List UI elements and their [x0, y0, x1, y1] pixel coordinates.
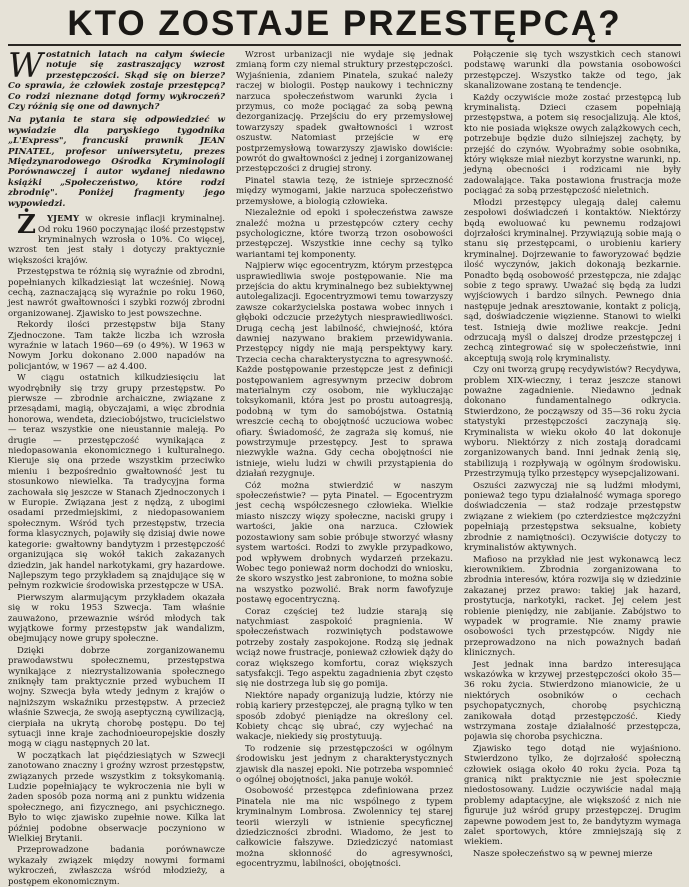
headline-rule: [8, 44, 681, 46]
paragraph: Pierwszym alarmującym przykładem okazała się w roku 1953 Szwecja. Tam właśnie zauważono, przewaznie wśród młodych tak wyjątkowe formy przestępstw jak wandalizm, obejmujący nowe grupy społeczne.: [8, 592, 225, 645]
paragraph: Najpierw więc egocentryzm, którym przestępca usprawiedliwia swoje postępowanie. Nie ma przejścia do aktu kryminalnego bez subiektywnej autolegalizacji. Egocentryzmowi temu towarzyszy zawsze cokarżycielska postawa wobec innych i głęboki odczucie przeżytych niesprawiedliwości. Drugą cechą jest labilność, chwiejność, która dawniej nazywano brakiem przewidywania. Przestępcy nigdy nie mają perspektywy kary. Trzecia cecha charakterystyczna to agresywność. Każde postępowanie przestępcze jest z definicji postępowaniem agresywnym przeciw dobrom materialnym czy osobom, nie wykluczając toksykomanii, która jest po prostu autoagresją, podobną w tym do samobójstwa. Ostatnią wreszcie cechą to obojętność uczuciowa wobec ofiary. Świadomość, że zagraża się komuś, nie powstrzymuje przestępcy. Jest to sprawa niezwykle ważna. Gdy cecha obojętności nie istnieje, wielu ludzi w chwili przystąpienia do działań rezygnuje.: [236, 261, 453, 480]
paragraph: Wzrost urbanizacji nie wydaje się jednak zmianą form czy niemal struktury przestępczości. Wyjaśnienia, zdaniem Pinatela, szukać należy raczej w biologii. Postęp naukowy i techniczny narzuca społeczeństwom warunki życia i przymus, co może pociągać za sobą pewną dezorganizację. Przejściu do ery przemysłowej towarzyszy spadek gwałtowności i wzrost oszustw. Natomiast przejście w erę postprzemysłową towarzyszy zjawisko dowiście: powrót do gwałtowności z jednej i zorganizowanej przestępczości z drugiej strony.: [236, 50, 453, 175]
paragraph-text: w okresie inflacji kryminalnej. Od roku 1960 poczynając ilość przestępstw kryminalnych wzrosła o 10%. Co więcej, wzrost ten jest stały i dotyczy praktycznie większości krajów.: [8, 214, 225, 266]
lead-paragraph-2: Na pytania te stara się odpowiedzieć w wywiadzie dla paryskiego tygodnika „L'Express", francuski prawnik JEAN PINATEL, profesor uniwersytetu, prezes Międzynarodowego Ośrodka Kryminologii Porównawczej i autor wydanej niedawno książki „Społeczeństwo, które rodzi zbrodnię". Poniżej fragmenty jego wypowiedzi.: [8, 115, 225, 209]
column-3: [464, 50, 681, 887]
paragraph: Mafioso na przykład nie jest wykonawcą lecz kierownikiem. Zbrodnia zorganizowana to zbrodnia interesów, która rozwija się w dziedzinie zakazanej przez prawo: takiej jak hazard, prostytucja, narkotyki, racket. Jej celem jest robienie pieniędzy, nie zabijanie. Zabójstwo to wypadek w programie. Nie znamy prawie osobowości tych przestępców. Nigdy nie przeprowadzono na nich poważnych badań klinicznych.: [464, 554, 681, 659]
paragraph: Niezależnie od epoki i społeczeństwa zawsze znaleźć można u przestępców cztery cechy psychologiczne, które tworzą trzon osobowości przestępczej. Wszystkie inne cechy są tylko wariantami tej komponenty.: [236, 208, 453, 260]
article-lead: [8, 46, 225, 209]
column-1: [8, 46, 225, 887]
paragraph: Jest jednak inna bardzo interesująca wskazówka w krzywej przestępczości około 35—36 roku życia. Stwierdzono mianowicie, że u niektórych osobników o cechach psychopatycznych, chorobę psychiczną zanikowała dotąd przestępczość. Kiedy wstrzymana zostaje działalność przestępcza, pojawia się choroba psychiczna.: [464, 659, 681, 743]
section-drop-cap: Ż: [17, 210, 36, 241]
paragraph: Przestępstwa te różnią się wyraźnie od zbrodni, popełnianych kilkadziesiąt lat wcześniej. Nową cechą, zaznaczającą się wyraźnie po roku 1960, jest nawrót gwałtowności i szybki rozwój zbrodni organizowanej. Zjawisko to jest powszechne.: [8, 267, 225, 319]
paragraph: Czy oni tworzą grupę recydywistów? Recydywa, problem XIX-wieczny, i teraz jeszcze stanowi poważne zagadnienie. Niedawno jednak dokonano fundamentalnego odkrycia. Stwierdzono, że począwszy od 35—36 roku życia statystyki przestępczości zaczynają się. Kryminalista w wieku około 40 lat dokonuje wyboru. Niektórzy z nich zostają doradcami zorganizowanych band. Inni jednak żenią się, stabilizują i rozpływają w ogólnym środowisku. Przestrzymują tylko przestępcy wysepcjalizowani.: [464, 365, 681, 480]
paragraph: Połączenie się tych wszystkich cech stanowi podstawę warunki dla powstania osobowości przestępczej. Wszystko także od tego, jak skanalizowane zostaną te tendencje.: [464, 50, 681, 92]
headline: KTO ZOSTAJE PRZESTĘPCĄ?: [67, 4, 622, 43]
section-lead-word: YJEMY: [46, 214, 80, 225]
paragraph: Osobowość przestępca zdefiniowana przez Pinatela nie ma nic wspólnego z typem kryminalnym Lombrosa. Zwolennicy tej starej teorii wierzyli w istnienie specyficznej dziedziczności zbrodni. Wiadomo, że jest to całkowicie fałszywe. Dziedziczyć natomiast można skłonność do agresywności, egocentryzmu, labilności, obojętności.: [236, 786, 453, 870]
paragraph: Coraz częściej też ludzie starają się natychmiast zaspokoić pragnienia. W społeczeństwach rozwiniętych podstawowe potrzeby zostały zaspokojone. Rodzą się jednak wciąż nowe frustracje, ponieważ człowiek dąży do coraz większego komfortu, coraz większych satysfakcji. Tego aspektu zagadnienia zbyt często się nie dostrzega lub się go pomija.: [236, 606, 453, 690]
lead-paragraph-1: [8, 46, 225, 113]
paragraph: Oszuści zazwyczaj nie są ludźmi młodymi, ponieważ tego typu działalność wymaga sporego doświadczenia — staż rodzaje przestępstw związane z wiekiem (po czterdziestce mężczyźni popełniają przestępstwa seksualne, kobiety zbrodnie z namiętności). Oczywiście dotyczy to kryminalistów aktywnych.: [464, 480, 681, 554]
paragraph: W ciągu ostatnich kilkudziesięciu lat wyodrębniły się trzy grupy przestępstw. Po pierwsze — zbrodnie archaiczne, związane z przesądami, magią, obyczajami, a więc zbrodnia honorowa, wendeta, dzieciobójstwo, trucicielstwo — teraz wszystkie one nieustannie maleją. Po drugie — przestępczość wynikająca z niedopasowania ekonomicznego i kulturalnego. Kieruje się ona przede wszystkim przeciwko mieniu i bezpośrednio gwałtowność jest tu stosunkowo niewielka. Ta tradycyjna forma zachowała się jeszcze w Stanach Zjednoczonych i w Europie. Związana jest z nędzą, z ubogimi osadami przedmiejskimi, z niedopasowaniem społecznym. Wśród tych przestępstw, trzecia forma klasycznych, pojawiły się dzisiaj dwie nowe kategorie: gwałtowny bandytyzm i przestępczość organizująca się wokół takich zakazanych dziedzin, jak handel narkotykami, gry hazardowe. Najlepszym tego przykładem są znajdujące się w pełnym rozkwicie środowiska przestępcze w USA.: [8, 373, 225, 592]
paragraph: Zjawisko tego dotąd nie wyjaśniono. Stwierdzono tylko, że dojrzałość społeczną człowiek osiąga około 40 roku życia. Poza tą granicą nikt praktycznie nie jest społecznie niedostosowany. Ludzie oczywiście nadal mają problemy adaptacyjne, ale większość z nich nie figuruje już wśród grupy przestępczej. Drugim zapewne powodem jest to, że bandytyzm wymaga zalet sportowych, które zmniejszają się z wiekiem.: [464, 743, 681, 848]
paragraph: Rekordy ilości przestępstw bija Stany Zjednoczone. Tam także liczba ich wzrosła wyraźnie w latach 1960—69 (o 49%). W 1963 w Nowym Jorku dokonano 2.000 napadów na policjantów, w 1967 — aż 4.400.: [8, 320, 225, 372]
paragraph: Przeprowadzone badania porównawcze wykazały związek między nowymi formami wykroczeń, zwłaszcza wśród młodzieży, a postępem ekonomicznym.: [8, 845, 225, 887]
paragraph: Niektóre napady organizują ludzie, którzy nie robią kariery przestępczej, ale pragną tylko w ten sposób zdobyć pieniądze na określony cel. Kobiety chcąc się ubrać, czy wyjechać na wakacje, niekiedy się prostytuują.: [236, 690, 453, 743]
paragraph: To rodzenie się przestępczości w ogólnym środowisku jest jednym z charakterystycznych zjawisk dla naszej epoki. Nie potrzeba wspomnieć o ogólnej obojętności, jaka panuje wokół.: [236, 743, 453, 786]
paragraph: Każdy oczywiście może zostać przestępcą lub kryminalistą. Dzieci czasem popełniają przestępstwa, a potem się resocjalizują. Ale ktoś, kto nie posiada większe owych zalążkowych cech, potrzebuje będzie dużo silniejszej zachęty, by przejść do czynów. Wyobraźmy sobie osobnika, który większe miał niezbyt korzystne warunki, np. jedyną obecności i rodzicami nie były zadowalające. Taka postawiona frustracja może pociągać za sobą przestępczość nieletnich.: [464, 92, 681, 197]
paragraph: Dzięki dobrze zorganizowanemu prawodawstwu społecznemu, przestępstwa wynikające z niezrystalizowania społecznego zniknęły tam praktycznie przed wybuchem II wojny. Szwecja była wtedy jednym z krajów o najniższym wskaźniku przestępstw. A przecież właśnie Szwecja, że swoją aseptyczną cywilizacją, cierpiała na ukrytą chorobę postępu. Do tej sytuacji inne kraje zachodnioeuropejskie doszły mogą w ciągu następnych 20 lat.: [8, 645, 225, 750]
column-1-body: [8, 210, 225, 887]
paragraph: Nasze społeczeństwo są w pewnej mierze: [473, 848, 653, 859]
paragraph: Pinatel stawia tezę, że istnieje sprzeczność między wymogami, jakie narzuca społeczeństwo przemysłowe, a biologią człowieka.: [236, 175, 453, 207]
lead-text-1: ostatnich latach na całym świecie notuje się zastraszający wzrost przestępczości. Skąd się on bierze? Co sprawia, że człowiek zostaje przestępcą? Co rodzi nieznane dotąd formy wykroczeń? Czy różnią się one od dawnych?: [8, 50, 225, 113]
paragraph: W początkach lat pięćdziesiątych w Szwecji zanotowano znaczny i groźny wzrost przestępstw, związanych przede wszystkim z toksykomanią. Ludzie popełniający te wykroczenia nie byli w żaden sposób poza normą ani z punktu widzenia społecznego, ani fizycznego, ani psychicznego. Było to więc zjawisko zupełnie nowe. Kilka lat później podobne obserwacje poczyniono w Wielkiej Brytanii.: [8, 750, 225, 845]
column-2: [236, 50, 453, 887]
article-columns: [8, 46, 681, 887]
paragraph: Cóż można stwierdzić w naszym społeczeństwie? — pyta Pinatel. — Egocentryzm jest cechą współczesnego człowieka. Wielkie miasto niszczy więzy społeczne, naciski grupy i wartości, jakie ona narzuca. Człowiek pozostawiony sam sobie próbuje stworzyć własny system wartości. Rodzi to zwykle przypadkowo, pod wpływem drobnych wydarzeń przekazu. Wobec tego ponieważ norm dochodzi do wniosku, że skoro wszystko jest zabronione, to można sobie na wszystko pozwolić. Brak norm fawofyzuje postawę egocentryczną.: [236, 480, 453, 606]
paragraph: Młodzi przestępcy ulegają dalej całemu zespołowi doświadczeń i kontaktów. Niektórzy będą ewoluować ku pewnemu rodzajowi dojrzałości kryminalnej. Przywiązują sobie mają o stanu się przestępcami, o urobieniu kariery kryminalnej. Dojrzewanie to faworyzować będzie ilość wyczynów, jakich dokonają bezkarnie. Ponadto będą osobowość przestępcza, nie zdając sobie z tego sprawy. Uważać się będą za ludzi wyjściowych i bardzo silnych. Pewnego dnia następuje jednak aresztowanie, kontakt z policją, sąd, doświadczenie więzienne. Stanowi to wielki test. Istnieją dwie możliwe reakcje. Jedni odrzucają myśl o dalszej drodze przestępczej i zechcą zintegrować się w społeczeństwie, inni akceptują swoją rolę kryminalisty.: [464, 197, 681, 364]
drop-cap: W: [8, 46, 43, 86]
paragraph: [8, 210, 225, 266]
